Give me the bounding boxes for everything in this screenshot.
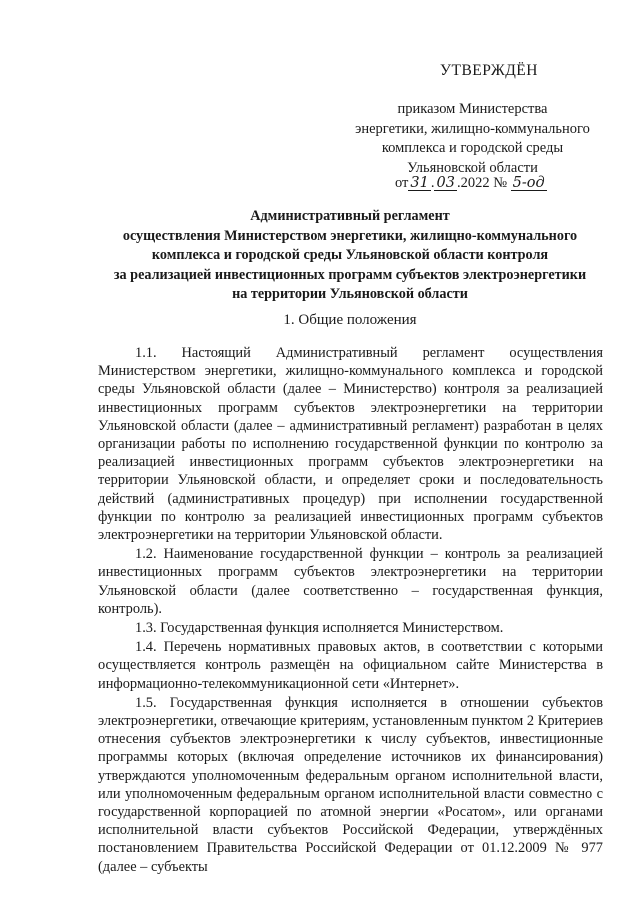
document-body [98,344,603,877]
handwritten-day: 31 [410,175,429,191]
title-line: за реализацией инвестиционных программ субъектов электроэнергетики [113,266,587,283]
title-line: осуществления Министерством энергетики, жилищно-коммунального [122,227,578,244]
approval-line: приказом Министерства [397,101,548,117]
handwritten-order-number: 5-од [512,175,545,191]
date-year-number-label: .2022 № [456,175,508,191]
approval-date-line [395,174,547,194]
paragraph-1-4: 1.4. Перечень нормативных правовых актов, в соответствии с которыми осуществляется контроль размещён на официальном сайте Министерства в информационно-телекоммуникационной сети «Интернет». [98,639,603,692]
approval-line: энергетики, жилищно-коммунального [355,120,590,137]
approval-line: комплекса и городской среды [381,140,564,156]
paragraph-1-5: 1.5. Государственная функция исполняется в отношении субъектов электроэнергетики, отвечающие критериям, установленным пунктом 2 Критериев отнесения субъектов электроэнергетики к числу субъектов, инвестиционные программы которых (включая определение источников их финансирования) утверждаются уполномоченным федеральным органом исполнительной власти, или уполномоченным федеральным органом исполнительной власти совместно с государственной корпорацией по атомной энергии «Росатом», или органами исполнительной власти субъектов Российской Федерации, утверждённых постановлением Правительства Российской Федерации от 01.12.2009 № 977 (далее – субъекты [98,694,603,875]
date-separator: . [430,175,435,191]
approval-order-block [330,100,615,178]
paragraph-1-3: 1.3. Государственная функция исполняется Министерством. [135,620,504,637]
section-heading: 1. Общие положения [283,312,417,328]
title-line: комплекса и городской среды Ульяновской области контроля [151,247,549,263]
document-title [90,207,610,305]
title-line: на территории Ульяновской области [232,286,468,302]
date-prefix: от [395,175,409,191]
title-line: Административный регламент [250,208,450,224]
paragraph-1-1: 1.1. Настоящий Административный регламент осуществления Министерством энергетики, жилищно-коммунального комплекса и городской среды Ульяновской области (далее – Министерство) контроля за реализацией инвестиционных программ субъектов электроэнергетики на территории Ульяновской области (далее – административный регламент) разработан в целях организации работы по исполнению государственной функции по контролю за реализацией инвестиционных программ субъектов электроэнергетики на территории Ульяновской области, и определяет сроки и последовательность действий (административных процедур) при исполнении государственной функции по контролю за реализацией инвестиционных программ субъектов электроэнергетики на территории Ульяновской области. [98,345,603,544]
approval-label: УТВЕРЖДЁН [440,62,538,79]
approval-line: Ульяновской области [407,159,538,176]
handwritten-month: 03 [436,175,455,191]
paragraph-1-2: 1.2. Наименование государственной функции – контроль за реализацией инвестиционных программ субъектов электроэнергетики на территории Ульяновской области (далее соответственно – государственная функция, контроль). [98,546,603,617]
